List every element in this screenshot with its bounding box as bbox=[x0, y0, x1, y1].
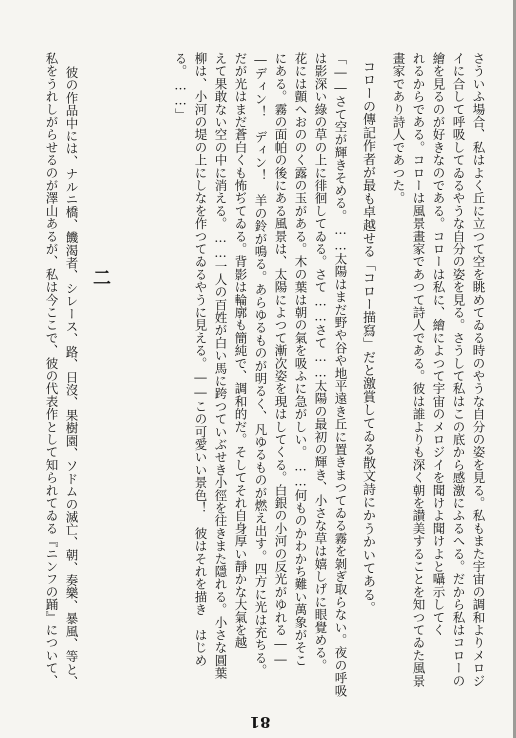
text-column: だが光はまだ蒼白くも怖ぢてゐる。背影は輪廓も簡純で、調和的だ。そしてそれ自身厚い靜かな大氣を越 bbox=[233, 52, 248, 649]
text-column: る。……」 bbox=[173, 52, 188, 121]
text-column: 繪を見るのが好きなのである。コローは私に、繪によつて宇宙のメロジイを聞けよ聞けよと囁示してく bbox=[431, 52, 446, 637]
text-column: 「――さて空が輝きそめる。……太陽はまだ野や谷や地平遠き丘に置きまつてゐる霧を剝ぎ取らない。夜の呼吸 bbox=[333, 52, 348, 697]
text-column: コローの傳記作者が最も卓越せる「コロー描寫」だと激賞してゐる散文詩にかうかいてある。 bbox=[360, 60, 375, 615]
text-column: 畫家であり詩人であつた。 bbox=[391, 52, 406, 205]
text-column: 花には顫へおののく露の玉がある。木の葉は朝の氣を吸ふに急がしい。……何ものかわかち難い萬象がそこ bbox=[293, 52, 308, 667]
page-number: 81 bbox=[249, 713, 271, 731]
text-column: 彼の作品中には、ナルニ橋、饑渴者、シレース、路、日沒、果樹園、ソドムの滅亡、朝、奏樂、暴風、等と、 bbox=[64, 66, 79, 689]
text-column: にある。霧の面帕の後にある風景は、太陽によつて漸次姿を現はしてくる。白銀の小河の反光がゆれる―― bbox=[273, 52, 288, 667]
text-column: ―ディン！ ディン！ 羊の鈴が鳴る。あらゆるものが明るく、凡ゆるものが燃え出す。四方に光は充ちる。 bbox=[253, 52, 268, 677]
text-column: れるからである。コローは風景畫家であつて詩人である。彼は誰よりも深く朝を讃美することを知つてゐた風景 bbox=[411, 52, 426, 687]
text-column: は影深い綠の草の上に徘徊してゐる。さて……さて……太陽の最初の輝き、小さな草は嬉しげに眼覺める。 bbox=[313, 52, 328, 672]
text-column: イに合して呼吸してゐるやうな自分の姿を見る。さうして私はこの底から感激にふるへる。だから私はコローの bbox=[451, 52, 466, 687]
text-column: 柳は、小河の堤の上にしなを作つてゐるやうに見える。――この可愛いい景色！ 彼はそれを描き はじめ bbox=[193, 52, 208, 667]
text-column: 私をうれしがらせるのが澤山あるが、私は今ここで、彼の代表作として知られてゐる『ニンフの踊』について、 bbox=[44, 52, 59, 687]
section-heading: 二 bbox=[90, 268, 111, 286]
text-column: さういふ場合、私はよく丘に立つて空を眺めてゐる時のやうな自分の姿を見る。私もまた宇宙の調和よりメロジ bbox=[471, 52, 486, 687]
text-column: えて果敢ない空の中に消える。……一人の百姓が白い馬に跨つていぶせき小徑を往きまた隱れる。小さな圓葉 bbox=[213, 52, 228, 680]
